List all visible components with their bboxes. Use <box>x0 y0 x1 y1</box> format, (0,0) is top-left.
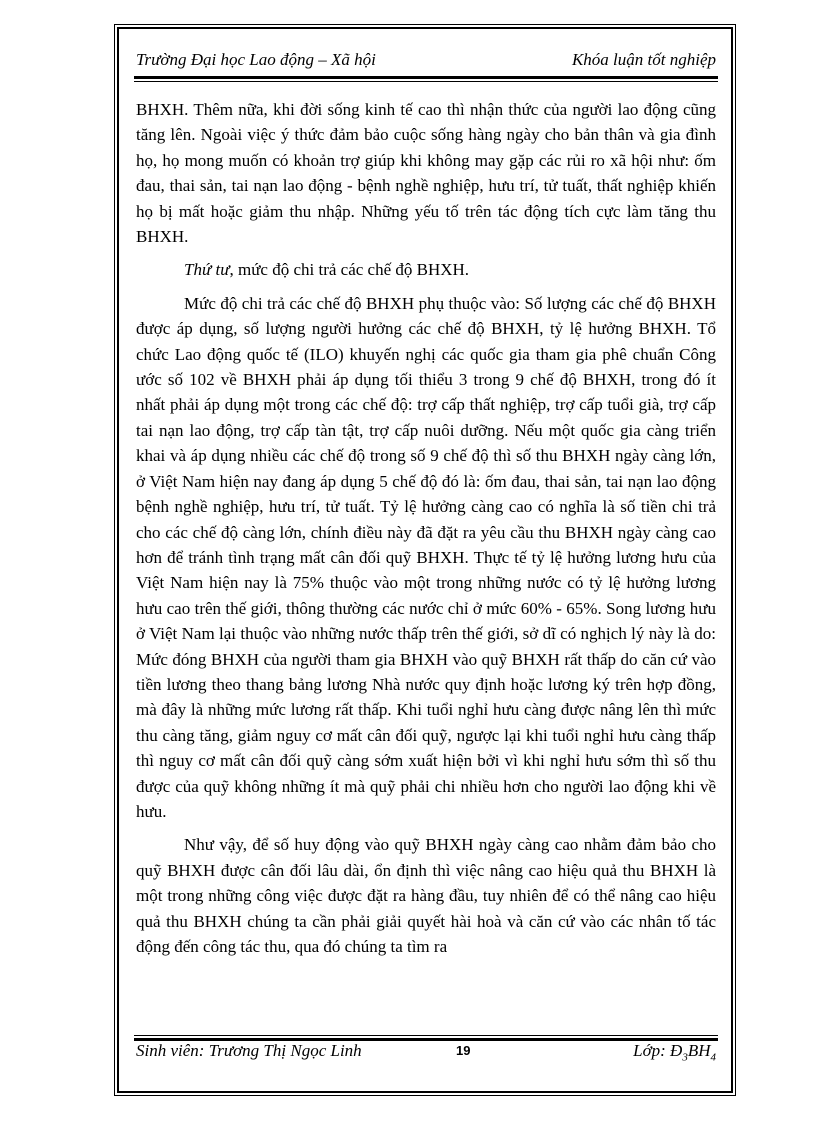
page-footer <box>136 1041 716 1063</box>
heading-text: , mức độ chi trả các chế độ BHXH. <box>229 260 470 280</box>
page-number: 19 <box>456 1043 471 1058</box>
paragraph-heading-fourth <box>136 257 716 282</box>
paragraph-conclusion: Như vậy, để số huy động vào quỹ BHXH ngày càng cao nhằm đảm bảo cho quỹ BHXH được cân đối lâu dài, ổn định thì việc nâng cao hiệu quả thu BHXH là một trong những công việc được đặt ra hàng đầu, tuy nhiên để có thể nâng cao hiệu quả thu BHXH chúng ta cần phải giải quyết hài hoà và căn cứ vào các nhân tố tác động đến công tác thu, qua đó chúng ta tìm ra <box>136 835 716 956</box>
footer-class: Lớp: $Đ_3BH_4$ <box>633 1041 716 1064</box>
footer-student-name: Sinh viên: Trương Thị Ngọc Linh <box>136 1041 362 1060</box>
header-rule <box>134 76 718 79</box>
paragraph-continuation: BHXH. Thêm nữa, khi đời sống kinh tế cao thì nhận thức của người lao động cũng tăng lên. Ngoài việc ý thức đảm bảo cuộc sống hàng ngày cho bản thân và gia đình họ, họ mong muốn có khoản trợ giúp khi không may gặp các rủi ro xã hội như: ốm đau, thai sản, tai nạn lao động - bệnh nghề nghiệp, hưu trí, tử tuất, thất nghiệp khiến họ bị mất hoặc giảm thu nhập. Những yếu tố trên tác động tích cực làm tăng thu BHXH. <box>136 100 716 247</box>
footer-rule <box>134 1035 718 1036</box>
page-header <box>136 50 716 70</box>
paragraph-benefit-levels: Mức độ chi trả các chế độ BHXH phụ thuộc vào: Số lượng các chế độ BHXH được áp dụng, số lượng người hưởng các chế độ BHXH, tỷ lệ hưởng BHXH. Tổ chức Lao động quốc tế (ILO) khuyến nghị các quốc gia tham gia phê chuẩn Công ước số 102 về BHXH phải áp dụng tối thiểu 3 trong 9 chế độ BHXH, trong đó ít nhất phải áp dụng một trong các chế độ: trợ cấp thất nghiệp, trợ cấp tuổi già, trợ cấp tai nạn lao động, trợ cấp tàn tật, trợ cấp nuôi dưỡng. Nếu một quốc gia càng triển khai và áp dụng nhiều các chế độ trong số 9 chế độ thì số thu BHXH ngày càng lớn, ở Việt Nam hiện nay đang áp dụng 5 chế độ đó là: ốm đau, thai sản, tai nạn lao động bệnh nghề nghiệp, hưu trí, tử tuất. Tỷ lệ hưởng càng cao có nghĩa là số tiền chi trả cho các chế độ càng lớn, chính điều này đã đặt ra yêu cầu thu BHXH ngày càng cao hơn để tránh tình trạng mất cân đối quỹ BHXH. Thực tế tỷ lệ hưởng lương hưu của Việt Nam hiện nay là 75% thuộc vào một trong những nước có tỷ lệ hưởng lương hưu cao trên thế giới, thông thường các nước chỉ ở mức 60% - 65%. Song lương hưu ở Việt Nam lại thuộc vào những nước thấp trên thế giới, sở dĩ có nghịch lý này là do: Mức đóng BHXH của người tham gia BHXH vào quỹ BHXH rất thấp do căn cứ vào tiền lương theo thang bảng lương Nhà nước quy định hoặc lương ký trên hợp đồng, mà đây là những mức lương rất thấp. Khi tuổi nghỉ hưu càng được nâng lên thì mức thu càng tăng, giảm nguy cơ mất cân đối quỹ, ngược lại khi tuổi nghỉ hưu càng thấp thì nguy cơ mất cân đối quỹ càng sớm xuất hiện bởi vì khi nghỉ hưu sớm thì số thu được của quỹ không những ít mà quỹ phải chi nhiều hơn cho người lao động khi về hưu. <box>136 293 716 821</box>
header-school: Trường Đại học Lao động – Xã hội <box>136 50 376 69</box>
heading-emphasis: Thứ tư <box>184 260 230 280</box>
header-doc-type: Khóa luận tốt nghiệp <box>571 50 716 69</box>
document-body <box>136 97 716 959</box>
